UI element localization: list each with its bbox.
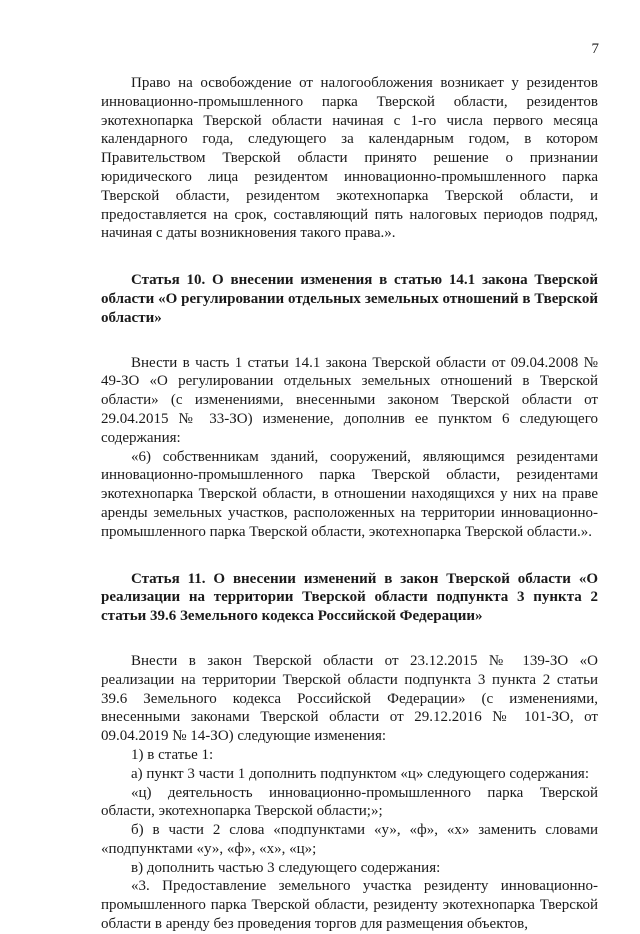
paragraph-article-10-item-6: «6) собственникам зданий, сооружений, являющимся резидентами инновационно-промышленного парка Тверской области, резидентами экотехнопарка Тверской области, в отношении находящихся у них на праве аренды земельных участков, расположенных на территории инновационно-промышленного парка Тверской области, экотехнопарка Тверской области.». — [101, 448, 598, 540]
list-item-ts-quote: «ц) деятельность инновационно-промышленного парка Тверской области, экотехнопарка Тверской области;»; — [101, 784, 598, 820]
spacer — [101, 243, 598, 271]
paragraph-tax-exemption: Право на освобождение от налогообложения возникает у резидентов инновационно-промышленного парка Тверской области, резидентов экотехнопарка Тверской области начиная с 1-го числа первого месяца календарного года, следующего за календарным годом, в котором Правительством Тверской области принято решение о признании юридического лица резидентом инновационно-промышленного парка Тверской области, резидентом экотехнопарка Тверской области, и предоставляется на срок, составляющий пять налоговых периодов подряд, начиная с даты возникновения такого права.». — [101, 75, 598, 242]
list-item-1: 1) в статье 1: — [131, 746, 214, 763]
list-item-a: а) пункт 3 части 1 дополнить подпунктом «ц» следующего содержания: — [131, 765, 589, 782]
article-11-heading: Статья 11. О внесении изменений в закон Тверской области «О реализации на территории Тверской области подпункта 3 пункта 2 статьи 39.6 Земельного кодекса Российской Федерации» — [101, 570, 598, 625]
spacer — [101, 626, 598, 652]
paragraph-article-11-intro: Внести в закон Тверской области от 23.12.2015 № 139-ЗО «О реализации на территории Тверской области подпункта 3 пункта 2 статьи 39.6 Земельного кодекса Российской Федерации» (с изменениями, внесенными законами Тверской области от 29.12.2016 № 101-ЗО, от 09.04.2019 № 14-ЗО) следующие изменения: — [101, 652, 598, 745]
paragraph-article-10-intro: Внести в часть 1 статьи 14.1 закона Тверской области от 09.04.2008 № 49-ЗО «О регулировании отдельных земельных отношений в Тверской области» (с изменениями, внесенными законом Тверской области от 29.04.2015 № 33-ЗО) изменение, дополнив ее пунктом 6 следующего содержания: — [101, 354, 598, 446]
spacer — [101, 542, 598, 570]
page-number: 7 — [591, 41, 599, 57]
paragraph-part-3: «3. Предоставление земельного участка резиденту инновационно-промышленного парка Тверской области, резиденту экотехнопарка Тверской области в аренду без проведения торгов для размещения объектов, — [101, 878, 598, 933]
list-item-b: б) в части 2 слова «подпунктами «у», «ф», «х» заменить словами «подпунктами «у», «ф», «х», «ц»; — [101, 822, 598, 857]
article-10-heading: Статья 10. О внесении изменения в статью 14.1 закона Тверской области «О регулировании отдельных земельных отношений в Тверской области» — [101, 272, 598, 326]
spacer — [101, 328, 598, 354]
document-body — [101, 74, 598, 934]
list-item-v: в) дополнить частью 3 следующего содержания: — [131, 859, 441, 876]
